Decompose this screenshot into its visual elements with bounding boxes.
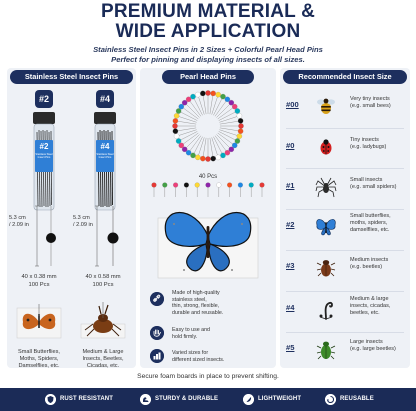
pin-wheel-icon — [170, 88, 246, 164]
pin-2-length: 5.3 cm — [9, 215, 26, 221]
size-row-4: #4 Medium & large insects, cicadas, beetles, etc. — [280, 291, 410, 329]
butterfly-specimen-icon — [13, 302, 65, 340]
foam-note: Secure foam boards in place to prevent shifting. — [137, 373, 279, 380]
pin-2-badge: #2 — [35, 90, 53, 108]
size-code: #4 — [286, 303, 295, 312]
butterfly-icon — [314, 214, 338, 238]
feather-icon — [243, 394, 254, 405]
sizes-icon — [150, 349, 164, 363]
pin-4-diagram-icon — [95, 204, 121, 268]
pin-2-length-in: / 2.09 in — [9, 222, 29, 228]
hand-icon — [150, 326, 164, 340]
strength-icon — [140, 394, 151, 405]
benefits-bar: RUST RESISTANT STURDY & DURABLE LIGHTWEIGHT REUSABLE — [0, 388, 416, 411]
pin-4-tube-label: #4 — [100, 142, 110, 151]
recommended-size-title: Recommended Insect Size — [283, 70, 407, 84]
pin-2-size: 40 x 0.38 mm — [21, 274, 57, 280]
size-code: #5 — [286, 343, 295, 352]
pin-2-diagram-icon — [35, 204, 61, 268]
header — [0, 0, 416, 64]
feature-material: Made of high-quality stainless steel, thin, strong, flexible, durable and reusable. — [150, 290, 270, 314]
size-code: #2 — [286, 220, 295, 229]
pin-2-tube-text: Stainless Steel Insect Pins — [35, 153, 53, 159]
recycle-icon — [325, 394, 336, 405]
size-row-0: #0 Tiny insects (e.g. ladybugs) — [280, 129, 410, 167]
beetle-specimen-icon — [77, 302, 129, 340]
pearl-pins-panel — [140, 68, 276, 368]
size-row-00: #00 Very tiny insects (e.g. small bees) — [280, 88, 410, 126]
pin-4-tube-text: Stainless Steel Insect Pins — [96, 153, 114, 159]
pin-4-size: 40 x 0.58 mm — [85, 274, 121, 280]
subtitle-line-1: Stainless Steel Insect Pins in 2 Sizes + Colorful Pearl Head Pins — [93, 45, 323, 54]
size-row-2: #2 Small butterflies, moths, spiders, damselflies, etc. — [280, 208, 410, 246]
pin-2-tube-icon — [31, 112, 57, 212]
title-line-1: PREMIUM MATERIAL & — [100, 1, 315, 22]
scorpion-icon — [314, 297, 338, 321]
blue-butterfly-specimen-icon — [154, 200, 262, 280]
stainless-pins-title: Stainless Steel Insect Pins — [10, 70, 133, 84]
pearl-pins-count: 40 Pcs — [198, 174, 218, 180]
beetle-icon — [314, 255, 338, 279]
pin-4-length: 5.3 cm — [73, 215, 90, 221]
green-beetle-icon — [314, 337, 338, 361]
pin-2-caption: Small Butterflies, Moths, Spiders, Damselflies, etc. — [18, 349, 60, 369]
size-code: #00 — [286, 100, 299, 109]
bee-icon — [314, 94, 338, 118]
pin-4-tube-icon — [92, 112, 118, 212]
pin-2-tube-label: #2 — [39, 142, 49, 151]
size-code: #1 — [286, 181, 295, 190]
title-line-2: WIDE APPLICATION — [115, 21, 301, 42]
stainless-pins-panel — [7, 68, 136, 368]
pearl-pins-row-icon — [148, 182, 268, 198]
size-code: #0 — [286, 141, 295, 150]
shield-icon — [45, 394, 56, 405]
pin-4-badge: #4 — [96, 90, 114, 108]
size-row-1: #1 Small insects (e.g. small spiders) — [280, 169, 410, 207]
feature-sizes: Varied sizes for different sized insects. — [150, 347, 270, 371]
ladybug-icon — [314, 135, 338, 159]
link-icon — [150, 292, 164, 306]
spider-icon — [314, 175, 338, 199]
recommended-size-panel — [280, 68, 410, 368]
size-row-3: #3 Medium insects (e.g. beetles) — [280, 249, 410, 287]
size-row-5: #5 Large insects (e.g. large beetles) — [280, 331, 410, 369]
pin-4-caption: Medium & Large Insects, Beetles, Cicadas, etc. — [82, 349, 124, 369]
subtitle-line-2: Perfect for pinning and displaying insects of all sizes. — [111, 54, 305, 64]
size-code: #3 — [286, 261, 295, 270]
feature-easy-use: Easy to use and hold firmly. — [150, 324, 270, 348]
pearl-pins-title: Pearl Head Pins — [162, 70, 254, 84]
pin-4-length-in: / 2.09 in — [73, 222, 93, 228]
pin-2-count: 100 Pcs — [28, 282, 50, 288]
pin-4-count: 100 Pcs — [92, 282, 114, 288]
